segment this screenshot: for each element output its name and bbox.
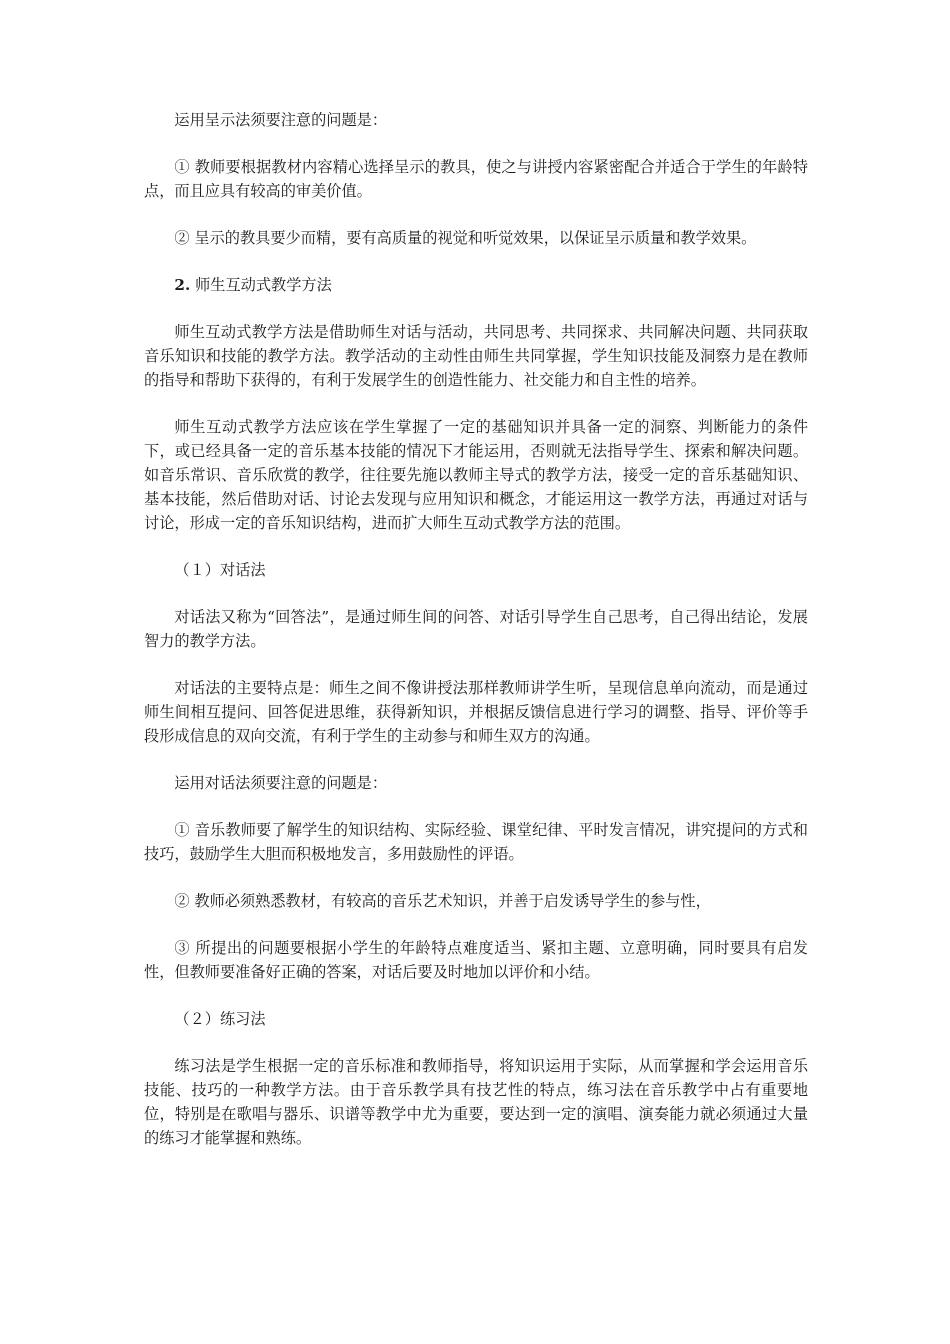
paragraph-13: ③ 所提出的问题要根据小学生的年龄特点难度适当、紧扣主题、立意明确，同时要具有启发性，但教师要准备好正确的答案，对话后要及时地加以评价和小结。 (144, 939, 808, 981)
paragraph-2: ① 教师要根据教材内容精心选择呈示的教具，使之与讲授内容紧密配合并适合于学生的年龄特点，而且应具有较高的审美价值。 (144, 158, 808, 200)
document-body (144, 108, 808, 1173)
section-title: 师生互动式教学方法 (190, 276, 332, 294)
paragraph-10: 运用对话法须要注意的问题是： (174, 774, 388, 792)
paragraph-3: ② 呈示的教具要少而精，要有高质量的视觉和听觉效果，以保证呈示质量和教学效果。 (174, 229, 757, 247)
subheading-dialogue: （１）对话法 (174, 561, 266, 579)
paragraph-11: ① 音乐教师要了解学生的知识结构、实际经验、课堂纪律、平时发言情况，讲究提问的方式和技巧，鼓励学生大胆而积极地发言，多用鼓励性的评语。 (144, 821, 808, 863)
paragraph-15: 练习法是学生根据一定的音乐标准和教师指导，将知识运用于实际，从而掌握和学会运用音乐技能、技巧的一种教学方法。由于音乐教学具有技艺性的特点，练习法在音乐教学中占有重要地位，特别是在歌唱与器乐、识谱等教学中尤为重要，要达到一定的演唱、演奏能力就必须通过大量的练习才能掌握和熟练。 (144, 1057, 808, 1147)
paragraph-12: ② 教师必须熟悉教材，有较高的音乐艺术知识，并善于启发诱导学生的参与性， (174, 892, 711, 910)
paragraph-6: 师生互动式教学方法应该在学生掌握了一定的基础知识并具备一定的洞察、判断能力的条件下，或已经具备一定的音乐基本技能的情况下才能运用，否则就无法指导学生、探索和解决问题。如音乐常识、音乐欣赏的教学，往往要先施以教师主导式的教学方法，接受一定的音乐基础知识、基本技能，然后借助对话、讨论去发现与应用知识和概念，才能运用这一教学方法，再通过对话与讨论，形成一定的音乐知识结构，进而扩大师生互动式教学方法的范围。 (144, 418, 808, 532)
paragraph-1: 运用呈示法须要注意的问题是： (174, 111, 388, 129)
section-number: 2. (174, 276, 191, 294)
section-heading (144, 273, 808, 297)
subheading-practice: （２）练习法 (174, 1010, 266, 1028)
paragraph-8: 对话法又称为“回答法”，是通过师生间的问答、对话引导学生自己思考，自己得出结论，发展智力的教学方法。 (144, 608, 808, 650)
paragraph-9: 对话法的主要特点是：师生之间不像讲授法那样教师讲学生听，呈现信息单向流动，而是通过师生间相互提问、回答促进思维，获得新知识，并根据反馈信息进行学习的调整、指导、评价等手段形成信息的双向交流，有利于学生的主动参与和师生双方的沟通。 (144, 679, 808, 745)
paragraph-5: 师生互动式教学方法是借助师生对话与活动，共同思考、共同探求、共同解决问题、共同获取音乐知识和技能的教学方法。教学活动的主动性由师生共同掌握，学生知识技能及洞察力是在教师的指导和帮助下获得的，有利于发展学生的创造性能力、社交能力和自主性的培养。 (144, 323, 808, 389)
